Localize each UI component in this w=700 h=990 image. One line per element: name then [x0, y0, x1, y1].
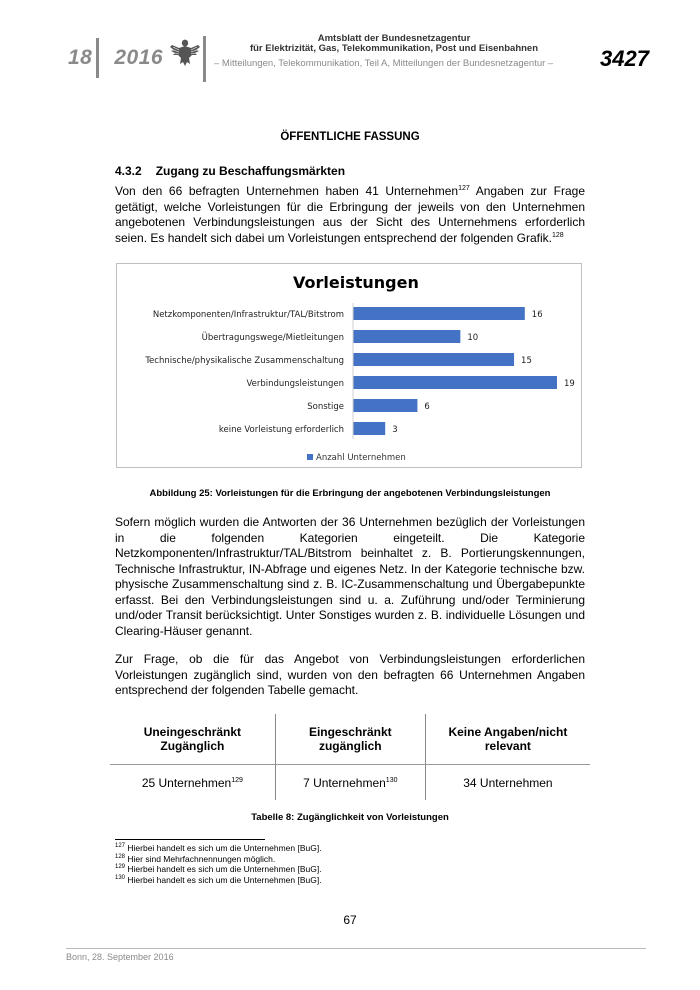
section-title: Zugang zu Beschaffungsmärkten: [155, 164, 346, 178]
header-title-line1: Amtsblatt der Bundesnetzagentur: [317, 33, 471, 44]
table-cell-no-info: 34 Unternehmen: [463, 775, 553, 790]
footnote-number: 129: [115, 864, 126, 871]
bar: [353, 399, 417, 412]
legend-swatch: [307, 454, 313, 460]
footer-divider: [66, 948, 646, 949]
page-number: 67: [343, 913, 357, 927]
bar-value-label: 10: [467, 333, 479, 343]
bar-chart: [116, 263, 582, 468]
bar: [353, 307, 525, 320]
paragraph-1-text-a: Von den 66 befragten Unternehmen haben 41 Unternehmen: [115, 184, 459, 198]
issue-year: 2016: [114, 46, 164, 69]
federal-eagle-icon: [168, 34, 202, 68]
paragraph-2: Sofern möglich wurden die Antworten der 36 Unternehmen bezüglich der Vorleistungen in die folgenden Kategorien eingeteilt. Die Kategorie Netzkomponenten/Infrastruktur/TAL/Bitstrom beinhaltet z. B. Portierungskennungen, Technische Infrastruktur, IN-Abfrage und eigenes Netz. In der Kategorie technische bzw. physische Zusammenschaltung sind z. B. IC-Zusammenschaltung und Übergabepunkte erfasst. Bei den Verbindungsleistungen sind u. a. Zuführung und/oder Terminierung und/oder Transit berücksichtigt. Unter Sonstiges wurden z. B. individuelle Lösungen und Clearing-Häuser genannt.: [115, 515, 585, 638]
bar-value-label: 15: [521, 356, 532, 366]
footnote: [115, 875, 322, 886]
footnote-text: Hierbei handelt es sich um die Unternehmen [BuG].: [125, 843, 322, 853]
footer-date: Bonn, 28. September 2016: [66, 952, 174, 962]
paragraph-1: [115, 184, 585, 246]
table-header-restricted: Eingeschränkt zugänglich: [275, 714, 425, 765]
footnote-ref-130[interactable]: 130: [385, 776, 398, 784]
table-header-row: [110, 714, 590, 765]
access-table: [110, 714, 590, 800]
table-header-unrestricted: Uneingeschränkt Zugänglich: [110, 714, 275, 765]
bar: [353, 353, 514, 366]
chart-title: Vorleistungen: [293, 273, 419, 292]
footnote-number: 130: [115, 874, 126, 881]
footnote: [115, 864, 322, 875]
issue-number: 18: [68, 46, 93, 69]
bar-value-label: 16: [531, 310, 543, 320]
table-row: [110, 765, 590, 801]
category-label: Netzkomponenten/Infrastruktur/TAL/Bitstrom: [152, 310, 344, 320]
category-label: Sonstige: [307, 402, 344, 412]
bar-value-label: 6: [424, 402, 430, 412]
bar-value-label: 19: [564, 379, 575, 389]
table-caption: Tabelle 8: Zugänglichkeit von Vorleistungen: [251, 812, 449, 823]
issue-label: [68, 46, 163, 70]
category-label: keine Vorleistung erforderlich: [218, 425, 344, 435]
footnote-text: Hier sind Mehrfachnennungen möglich.: [125, 853, 276, 864]
footnote-divider: [115, 839, 265, 840]
cell-text: 25 Unternehmen: [141, 775, 232, 790]
category-label: Technische/physikalische Zusammenschaltung: [145, 356, 344, 366]
category-label: Verbindungsleistungen: [246, 379, 344, 389]
footnote-number: 127: [115, 843, 126, 850]
bar: [353, 422, 385, 435]
table-cell-unrestricted: [110, 765, 275, 801]
header-page-number: 3427: [600, 46, 649, 71]
footnote-ref-128[interactable]: 128: [551, 231, 564, 239]
publication-label: ÖFFENTLICHE FASSUNG: [280, 131, 420, 143]
bar: [353, 376, 557, 389]
paragraph-1-text-b: Angaben zur Frage getätigt, welche Vorleistungen für die Erbringung der jeweils von den Unternehmen angebotenen Verbindungsleistungen aus der Sicht des Unternehmens erforderlich seien. Es handelt sich dabei um Vorleistungen entsprechend der folgenden Grafik.: [115, 184, 585, 245]
legend-label: Anzahl Unternehmen: [316, 453, 406, 463]
header-divider: [203, 36, 206, 82]
table-cell-restricted: [275, 765, 425, 801]
bar: [353, 330, 460, 343]
footnote-ref-127[interactable]: 127: [458, 185, 470, 192]
footnote-text: Hierbei handelt es sich um die Unternehmen [BuG].: [125, 864, 322, 874]
cell-text: 7 Unternehmen: [303, 775, 386, 790]
figure-caption: Abbildung 25: Vorleistungen für die Erbringung der angebotenen Verbindungsleistungen: [149, 488, 551, 499]
issue-divider: [96, 38, 99, 78]
header-title-line2: für Elektrizität, Gas, Telekommunikation, Post und Eisenbahnen: [249, 43, 539, 54]
footnote-number: 128: [115, 853, 126, 860]
bar-chart-svg: [117, 264, 581, 467]
section-heading: [115, 164, 345, 178]
footnote: [115, 854, 322, 865]
footnote-text: Hierbei handelt es sich um die Unternehmen [BuG].: [125, 874, 322, 885]
category-label: Übertragungswege/Mietleitungen: [201, 333, 344, 343]
header-subtitle: – Mitteilungen, Telekommunikation, Teil A, Mitteilungen der Bundesnetzagentur –: [214, 58, 554, 69]
footnote: [115, 843, 322, 854]
footnote-ref-129[interactable]: 129: [231, 776, 243, 784]
section-number: 4.3.2: [115, 164, 142, 178]
bar-value-label: 3: [392, 425, 398, 435]
footnotes: [115, 843, 322, 885]
table-header-no-info: Keine Angaben/nicht relevant: [425, 714, 590, 765]
paragraph-3: Zur Frage, ob die für das Angebot von Verbindungsleistungen erforderlichen Vorleistungen zugänglich sind, wurden von den befragten 66 Unternehmen Angaben entsprechend der folgenden Tabelle gemacht.: [115, 652, 585, 697]
